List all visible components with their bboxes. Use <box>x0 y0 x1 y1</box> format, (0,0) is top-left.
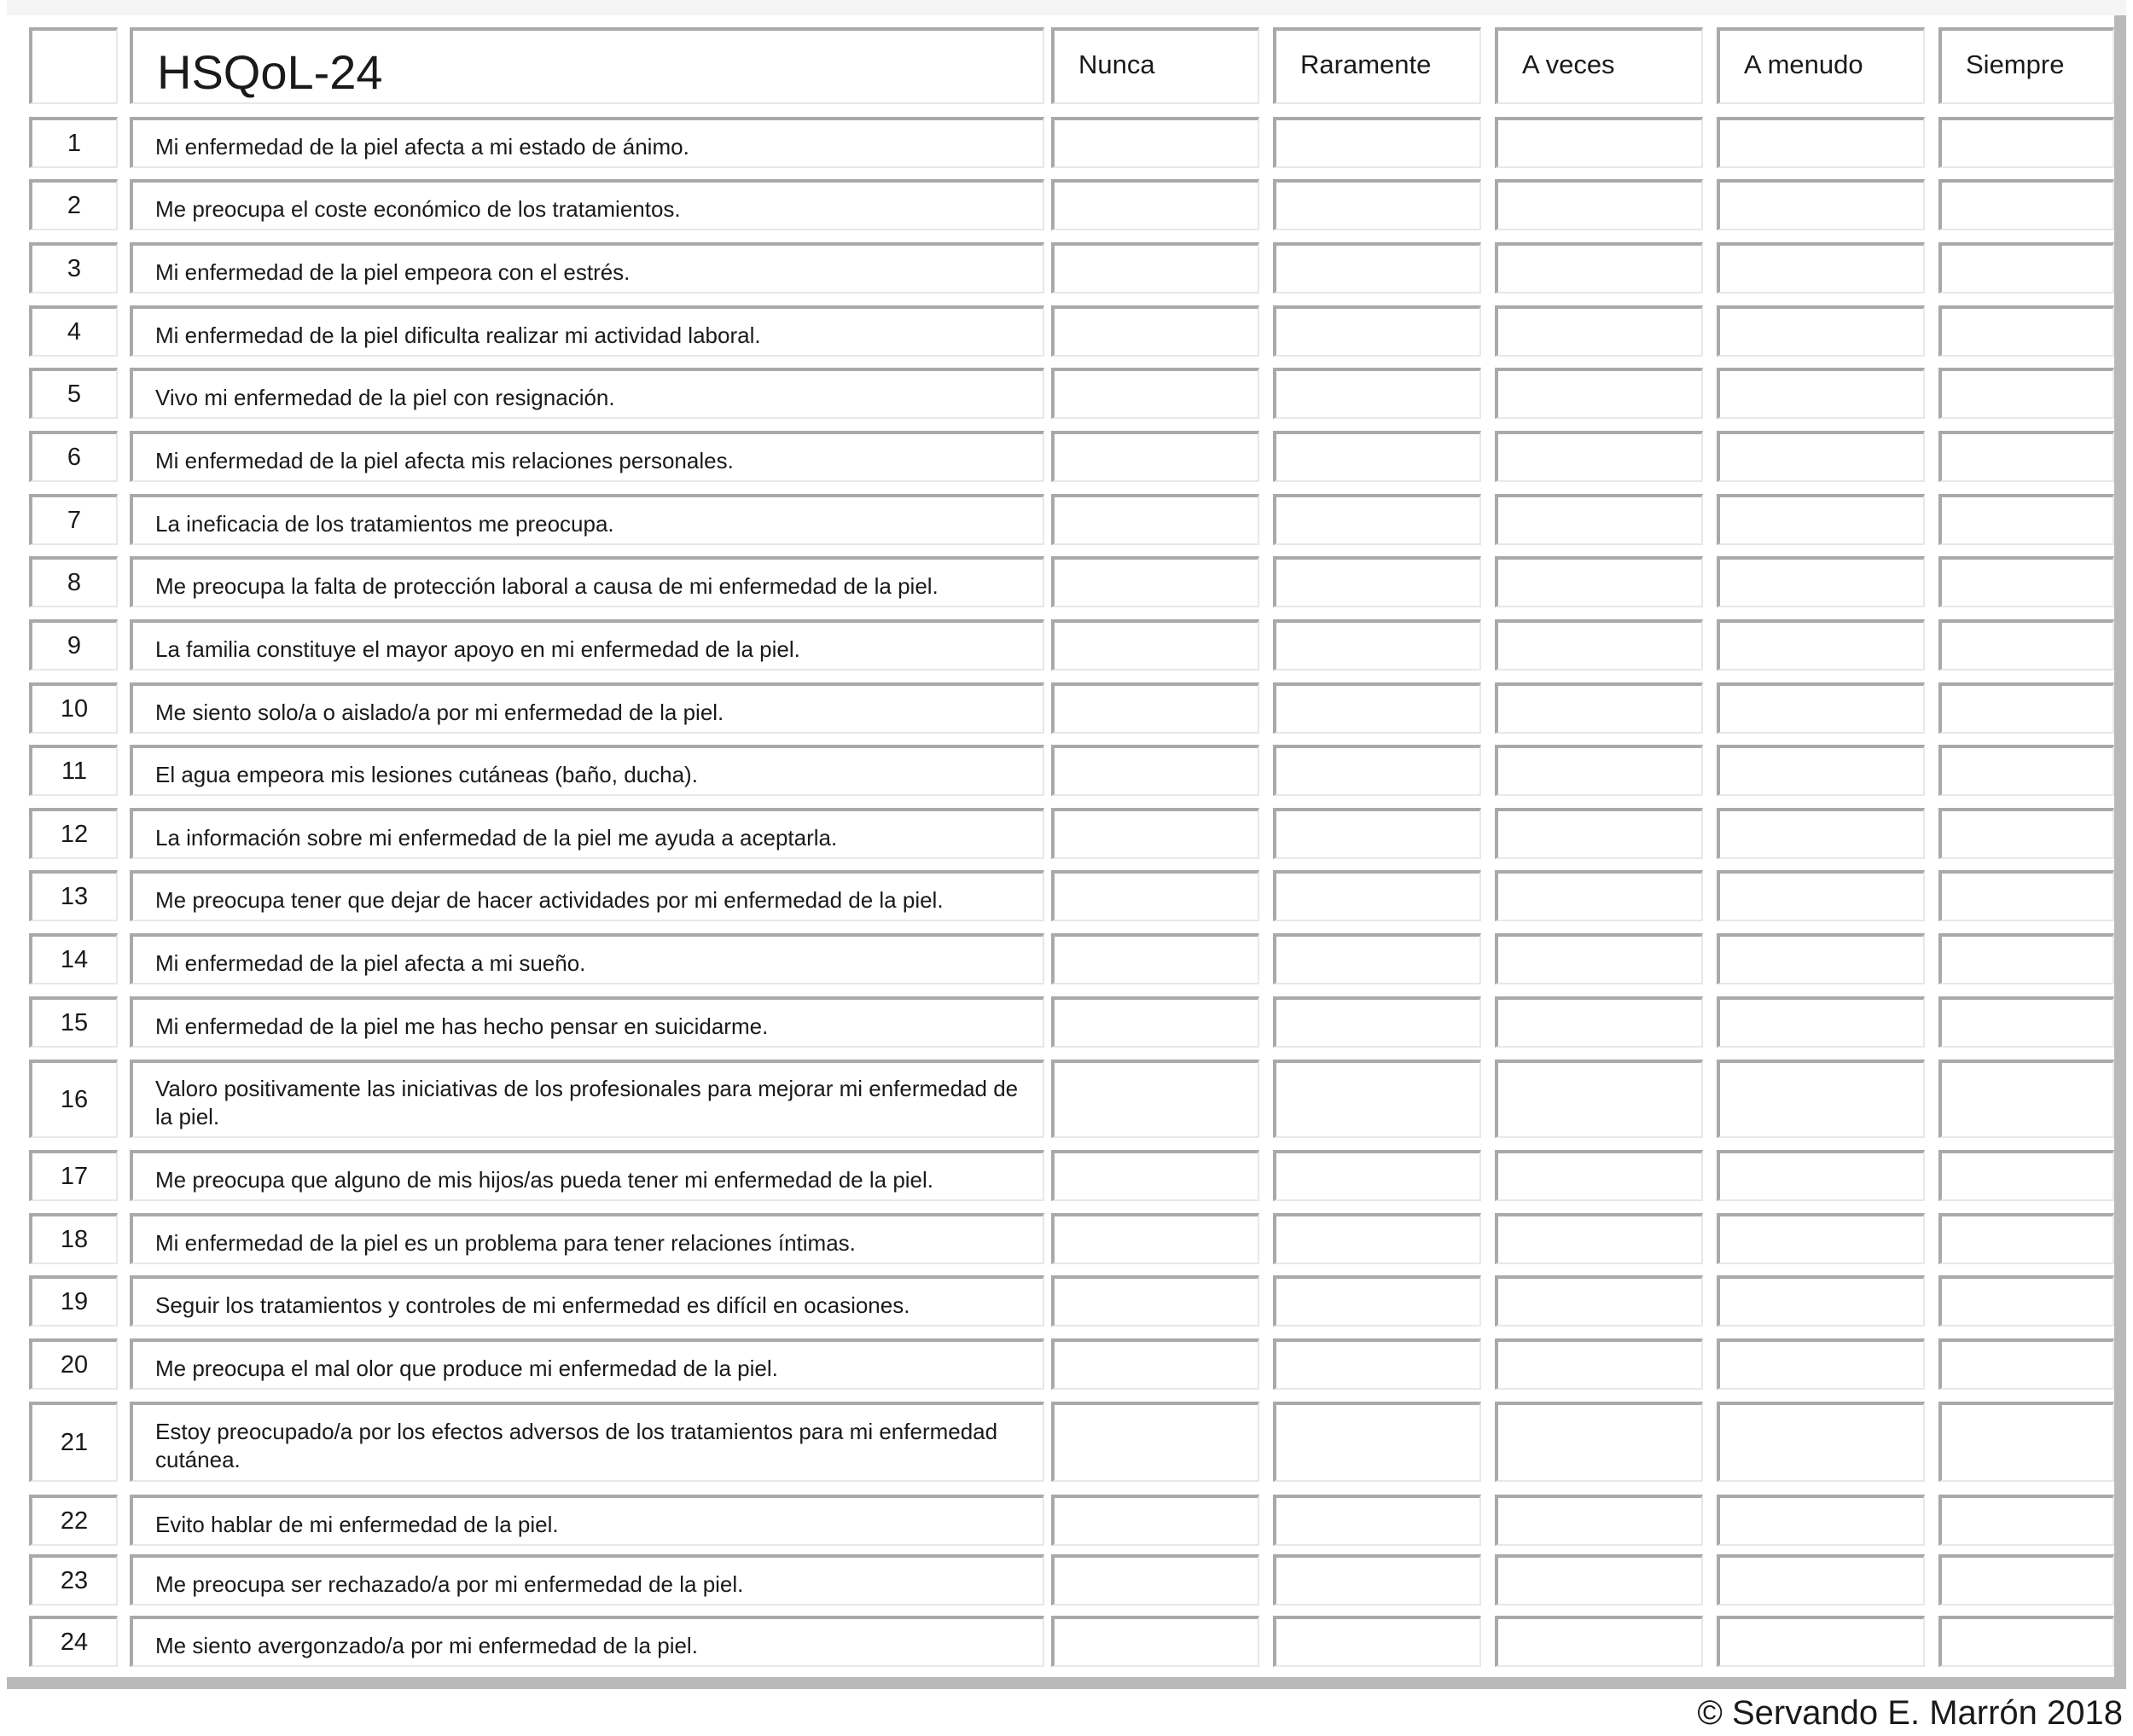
answer-box-a-menudo[interactable] <box>1717 1338 1925 1390</box>
item-row <box>7 1616 2114 1667</box>
answer-box-nunca[interactable] <box>1051 431 1259 482</box>
item-text: Me siento solo/a o aislado/a por mi enfermedad de la piel. <box>130 682 1044 734</box>
item-row <box>7 1338 2114 1390</box>
answer-box-a-menudo[interactable] <box>1717 431 1925 482</box>
answer-box-siempre[interactable] <box>1938 1495 2114 1546</box>
header-number-cell <box>29 27 118 104</box>
answer-box-raramente[interactable] <box>1273 1150 1481 1201</box>
answer-box-a-veces[interactable] <box>1495 1495 1703 1546</box>
answer-box-a-menudo[interactable] <box>1717 242 1925 293</box>
answer-box-a-menudo[interactable] <box>1717 1150 1925 1201</box>
item-row <box>7 1275 2114 1327</box>
item-text: Me siento avergonzado/a por mi enfermedad de la piel. <box>130 1616 1044 1667</box>
answer-box-a-menudo[interactable] <box>1717 745 1925 796</box>
answer-box-a-menudo[interactable] <box>1717 179 1925 230</box>
item-row <box>7 808 2114 859</box>
answer-box-raramente[interactable] <box>1273 1338 1481 1390</box>
answer-box-a-menudo[interactable] <box>1717 808 1925 859</box>
item-text: Mi enfermedad de la piel empeora con el estrés. <box>130 242 1044 293</box>
answer-box-a-menudo[interactable] <box>1717 1402 1925 1482</box>
answer-box-a-veces[interactable] <box>1495 368 1703 419</box>
copyright-notice: © Servando E. Marrón 2018 <box>1697 1694 2123 1732</box>
answer-box-raramente[interactable] <box>1273 1616 1481 1667</box>
answer-box-a-veces[interactable] <box>1495 431 1703 482</box>
answer-box-nunca[interactable] <box>1051 619 1259 671</box>
item-text: Me preocupa tener que dejar de hacer actividades por mi enfermedad de la piel. <box>130 870 1044 921</box>
item-number: 18 <box>29 1213 118 1264</box>
item-text: La familia constituye el mayor apoyo en mi enfermedad de la piel. <box>130 619 1044 671</box>
item-row <box>7 368 2114 419</box>
answer-box-a-menudo[interactable] <box>1717 494 1925 545</box>
item-text: Evito hablar de mi enfermedad de la piel. <box>130 1495 1044 1546</box>
answer-box-raramente[interactable] <box>1273 996 1481 1048</box>
answer-box-nunca[interactable] <box>1051 1402 1259 1482</box>
item-number: 8 <box>29 556 118 607</box>
answer-box-a-veces[interactable] <box>1495 745 1703 796</box>
answer-box-nunca[interactable] <box>1051 1338 1259 1390</box>
item-text: Mi enfermedad de la piel dificulta realizar mi actividad laboral. <box>130 305 1044 357</box>
item-text: Me preocupa ser rechazado/a por mi enfermedad de la piel. <box>130 1554 1044 1605</box>
answer-box-a-menudo[interactable] <box>1717 1275 1925 1327</box>
item-number: 20 <box>29 1338 118 1390</box>
answer-box-nunca[interactable] <box>1051 368 1259 419</box>
answer-box-nunca[interactable] <box>1051 494 1259 545</box>
answer-box-a-veces[interactable] <box>1495 682 1703 734</box>
answer-box-a-menudo[interactable] <box>1717 1060 1925 1138</box>
item-text: Estoy preocupado/a por los efectos adversos de los tratamientos para mi enfermedad cutánea. <box>130 1402 1044 1482</box>
answer-box-a-menudo[interactable] <box>1717 933 1925 984</box>
answer-box-a-veces[interactable] <box>1495 1150 1703 1201</box>
answer-box-a-veces[interactable] <box>1495 1338 1703 1390</box>
item-number: 3 <box>29 242 118 293</box>
item-number: 1 <box>29 117 118 168</box>
answer-box-raramente[interactable] <box>1273 179 1481 230</box>
item-row <box>7 682 2114 734</box>
answer-box-a-veces[interactable] <box>1495 1402 1703 1482</box>
answer-box-a-menudo[interactable] <box>1717 1213 1925 1264</box>
form-title: HSQoL-24 <box>130 27 1044 104</box>
answer-box-nunca[interactable] <box>1051 1275 1259 1327</box>
option-header-siempre: Siempre <box>1938 27 2114 104</box>
answer-box-nunca[interactable] <box>1051 117 1259 168</box>
answer-box-siempre[interactable] <box>1938 619 2114 671</box>
answer-box-raramente[interactable] <box>1273 431 1481 482</box>
answer-box-a-menudo[interactable] <box>1717 1616 1925 1667</box>
answer-box-nunca[interactable] <box>1051 1213 1259 1264</box>
answer-box-a-menudo[interactable] <box>1717 1554 1925 1605</box>
answer-box-raramente[interactable] <box>1273 494 1481 545</box>
option-header-raramente: Raramente <box>1273 27 1481 104</box>
item-number: 10 <box>29 682 118 734</box>
answer-box-raramente[interactable] <box>1273 1495 1481 1546</box>
answer-box-a-veces[interactable] <box>1495 556 1703 607</box>
item-number: 13 <box>29 870 118 921</box>
item-row <box>7 431 2114 482</box>
answer-box-a-menudo[interactable] <box>1717 305 1925 357</box>
item-row <box>7 1495 2114 1546</box>
item-text: Mi enfermedad de la piel afecta a mi estado de ánimo. <box>130 117 1044 168</box>
item-text: Me preocupa el coste económico de los tratamientos. <box>130 179 1044 230</box>
item-row <box>7 619 2114 671</box>
questionnaire-panel <box>7 15 2126 1689</box>
item-row <box>7 870 2114 921</box>
option-header-a-menudo: A menudo <box>1717 27 1925 104</box>
answer-box-nunca[interactable] <box>1051 556 1259 607</box>
answer-box-raramente[interactable] <box>1273 808 1481 859</box>
answer-box-siempre[interactable] <box>1938 431 2114 482</box>
answer-box-siempre[interactable] <box>1938 933 2114 984</box>
answer-box-siempre[interactable] <box>1938 808 2114 859</box>
item-number: 11 <box>29 745 118 796</box>
item-text: La ineficacia de los tratamientos me preocupa. <box>130 494 1044 545</box>
answer-box-nunca[interactable] <box>1051 870 1259 921</box>
answer-box-raramente[interactable] <box>1273 1402 1481 1482</box>
answer-box-siempre[interactable] <box>1938 1150 2114 1201</box>
answer-box-a-veces[interactable] <box>1495 305 1703 357</box>
answer-box-a-veces[interactable] <box>1495 117 1703 168</box>
answer-box-raramente[interactable] <box>1273 242 1481 293</box>
answer-box-a-menudo[interactable] <box>1717 996 1925 1048</box>
answer-box-a-veces[interactable] <box>1495 870 1703 921</box>
answer-box-siempre[interactable] <box>1938 179 2114 230</box>
item-number: 19 <box>29 1275 118 1327</box>
answer-box-a-menudo[interactable] <box>1717 870 1925 921</box>
answer-box-a-veces[interactable] <box>1495 1616 1703 1667</box>
answer-box-a-menudo[interactable] <box>1717 1495 1925 1546</box>
item-text: Valoro positivamente las iniciativas de los profesionales para mejorar mi enfermedad de la piel. <box>130 1060 1044 1138</box>
item-number: 23 <box>29 1554 118 1605</box>
item-number: 2 <box>29 179 118 230</box>
answer-box-a-menudo[interactable] <box>1717 368 1925 419</box>
answer-box-siempre[interactable] <box>1938 1213 2114 1264</box>
answer-box-a-menudo[interactable] <box>1717 117 1925 168</box>
answer-box-nunca[interactable] <box>1051 242 1259 293</box>
answer-box-siempre[interactable] <box>1938 117 2114 168</box>
item-row <box>7 179 2114 230</box>
answer-box-raramente[interactable] <box>1273 1213 1481 1264</box>
item-number: 14 <box>29 933 118 984</box>
answer-box-a-veces[interactable] <box>1495 996 1703 1048</box>
answer-box-siempre[interactable] <box>1938 1616 2114 1667</box>
answer-box-siempre[interactable] <box>1938 1275 2114 1327</box>
item-number: 22 <box>29 1495 118 1546</box>
answer-box-nunca[interactable] <box>1051 808 1259 859</box>
answer-box-raramente[interactable] <box>1273 1275 1481 1327</box>
item-text: Seguir los tratamientos y controles de mi enfermedad es difícil en ocasiones. <box>130 1275 1044 1327</box>
item-row <box>7 242 2114 293</box>
answer-box-a-veces[interactable] <box>1495 1060 1703 1138</box>
item-number: 5 <box>29 368 118 419</box>
answer-box-siempre[interactable] <box>1938 1060 2114 1138</box>
item-number: 7 <box>29 494 118 545</box>
answer-box-siempre[interactable] <box>1938 1554 2114 1605</box>
item-number: 4 <box>29 305 118 357</box>
answer-box-nunca[interactable] <box>1051 745 1259 796</box>
item-text: Me preocupa que alguno de mis hijos/as pueda tener mi enfermedad de la piel. <box>130 1150 1044 1201</box>
item-row <box>7 745 2114 796</box>
item-text: Me preocupa la falta de protección laboral a causa de mi enfermedad de la piel. <box>130 556 1044 607</box>
item-text: Mi enfermedad de la piel es un problema para tener relaciones íntimas. <box>130 1213 1044 1264</box>
answer-box-raramente[interactable] <box>1273 745 1481 796</box>
answer-box-siempre[interactable] <box>1938 996 2114 1048</box>
answer-box-a-menudo[interactable] <box>1717 619 1925 671</box>
answer-box-siempre[interactable] <box>1938 368 2114 419</box>
answer-box-a-veces[interactable] <box>1495 808 1703 859</box>
answer-box-a-veces[interactable] <box>1495 1554 1703 1605</box>
header-row <box>7 27 2114 104</box>
item-row <box>7 933 2114 984</box>
item-number: 17 <box>29 1150 118 1201</box>
answer-box-a-veces[interactable] <box>1495 242 1703 293</box>
answer-box-a-veces[interactable] <box>1495 494 1703 545</box>
answer-box-raramente[interactable] <box>1273 556 1481 607</box>
item-row <box>7 117 2114 168</box>
answer-box-nunca[interactable] <box>1051 682 1259 734</box>
answer-box-a-menudo[interactable] <box>1717 682 1925 734</box>
option-header-nunca: Nunca <box>1051 27 1259 104</box>
answer-box-raramente[interactable] <box>1273 682 1481 734</box>
item-text: La información sobre mi enfermedad de la piel me ayuda a aceptarla. <box>130 808 1044 859</box>
answer-box-nunca[interactable] <box>1051 1554 1259 1605</box>
answer-box-nunca[interactable] <box>1051 1616 1259 1667</box>
item-row <box>7 1060 2114 1138</box>
item-text: Mi enfermedad de la piel afecta a mi sueño. <box>130 933 1044 984</box>
answer-box-nunca[interactable] <box>1051 1150 1259 1201</box>
item-text: Me preocupa el mal olor que produce mi enfermedad de la piel. <box>130 1338 1044 1390</box>
item-row <box>7 1554 2114 1605</box>
answer-box-siempre[interactable] <box>1938 682 2114 734</box>
answer-box-siempre[interactable] <box>1938 1338 2114 1390</box>
answer-box-nunca[interactable] <box>1051 996 1259 1048</box>
answer-box-a-menudo[interactable] <box>1717 556 1925 607</box>
answer-box-nunca[interactable] <box>1051 1495 1259 1546</box>
answer-box-raramente[interactable] <box>1273 933 1481 984</box>
item-row <box>7 494 2114 545</box>
item-row <box>7 305 2114 357</box>
item-text: El agua empeora mis lesiones cutáneas (baño, ducha). <box>130 745 1044 796</box>
answer-box-siempre[interactable] <box>1938 745 2114 796</box>
answer-box-nunca[interactable] <box>1051 179 1259 230</box>
answer-box-a-veces[interactable] <box>1495 1213 1703 1264</box>
item-number: 15 <box>29 996 118 1048</box>
answer-box-raramente[interactable] <box>1273 1060 1481 1138</box>
item-text: Mi enfermedad de la piel me has hecho pensar en suicidarme. <box>130 996 1044 1048</box>
answer-box-siempre[interactable] <box>1938 556 2114 607</box>
item-text: Vivo mi enfermedad de la piel con resignación. <box>130 368 1044 419</box>
item-row <box>7 556 2114 607</box>
answer-box-raramente[interactable] <box>1273 368 1481 419</box>
answer-box-nunca[interactable] <box>1051 305 1259 357</box>
item-text: Mi enfermedad de la piel afecta mis relaciones personales. <box>130 431 1044 482</box>
item-row <box>7 1213 2114 1264</box>
top-strip <box>7 0 2126 15</box>
item-number: 9 <box>29 619 118 671</box>
item-number: 21 <box>29 1402 118 1482</box>
item-number: 16 <box>29 1060 118 1138</box>
answer-box-a-veces[interactable] <box>1495 1275 1703 1327</box>
answer-box-siempre[interactable] <box>1938 1402 2114 1482</box>
answer-box-nunca[interactable] <box>1051 1060 1259 1138</box>
item-row <box>7 1150 2114 1201</box>
answer-box-a-veces[interactable] <box>1495 619 1703 671</box>
answer-box-a-veces[interactable] <box>1495 179 1703 230</box>
answer-box-siempre[interactable] <box>1938 242 2114 293</box>
item-row <box>7 1402 2114 1482</box>
item-number: 24 <box>29 1616 118 1667</box>
answer-box-raramente[interactable] <box>1273 117 1481 168</box>
option-header-a-veces: A veces <box>1495 27 1703 104</box>
item-row <box>7 996 2114 1048</box>
answer-box-raramente[interactable] <box>1273 305 1481 357</box>
answer-box-a-veces[interactable] <box>1495 933 1703 984</box>
answer-box-raramente[interactable] <box>1273 1554 1481 1605</box>
item-number: 12 <box>29 808 118 859</box>
answer-box-raramente[interactable] <box>1273 619 1481 671</box>
item-number: 6 <box>29 431 118 482</box>
answer-box-siempre[interactable] <box>1938 305 2114 357</box>
answer-box-raramente[interactable] <box>1273 870 1481 921</box>
answer-box-nunca[interactable] <box>1051 933 1259 984</box>
answer-box-siempre[interactable] <box>1938 870 2114 921</box>
answer-box-siempre[interactable] <box>1938 494 2114 545</box>
